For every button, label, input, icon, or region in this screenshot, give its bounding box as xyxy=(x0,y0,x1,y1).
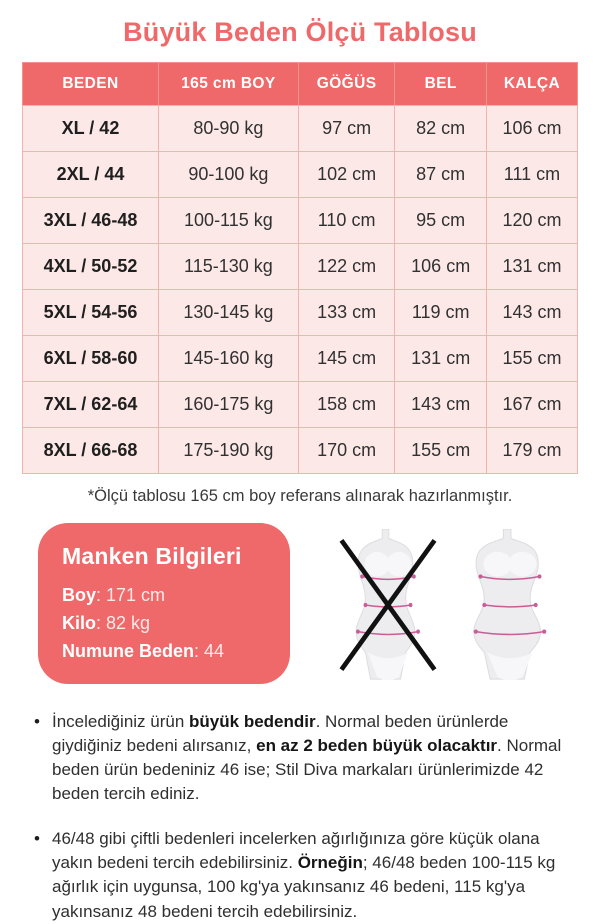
list-item xyxy=(34,827,570,924)
model-weight-value: : 82 kg xyxy=(96,612,151,633)
model-weight-line xyxy=(62,610,270,638)
measure-cell: 170 cm xyxy=(298,428,395,474)
col-header-gogus: GÖĞÜS xyxy=(298,63,395,106)
measure-cell: 133 cm xyxy=(298,290,395,336)
model-height-value: : 171 cm xyxy=(96,585,166,605)
model-sample-size-line xyxy=(62,638,270,666)
measure-cell: 115-130 kg xyxy=(158,244,298,290)
col-header-bel: BEL xyxy=(395,63,487,106)
bullet-text: İncelediğiniz ürün büyük bedendir. Normal beden ürünlerde giydiğiniz bedeni alırsanız, en az 2 beden büyük olacaktır. Normal beden ürün bedeniniz 46 ise; Stil Diva markaları ürünlerimizde 42 beden tercih ediniz. xyxy=(52,711,562,804)
size-cell: 6XL / 58-60 xyxy=(23,336,159,382)
page-title: Büyük Beden Ölçü Tablosu xyxy=(123,17,477,47)
measure-cell: 90-100 kg xyxy=(158,152,298,198)
model-height-label: Boy xyxy=(62,585,97,605)
plus-size-body-icon xyxy=(456,529,564,681)
measure-cell: 155 cm xyxy=(486,336,577,382)
measure-cell: 167 cm xyxy=(486,382,577,428)
size-cell: 2XL / 44 xyxy=(23,152,159,198)
measure-cell: 110 cm xyxy=(298,198,395,244)
size-cell: 8XL / 66-68 xyxy=(23,428,159,474)
model-sample-size-value: : 44 xyxy=(194,640,225,661)
measure-cell: 87 cm xyxy=(395,152,487,198)
table-row xyxy=(23,336,578,382)
bullet-text: 46/48 gibi çiftli bedenleri incelerken ağırlığınıza göre küçük olana yakın bedeni tercih edebilirsiniz. Örneğin; 46/48 beden 100-115 kg ağırlık için uygunsa, 100 kg'ya yakınsanız 46 bedeni, 115 kg'ya yakınsanız 48 bedeni tercih edebilirsiniz. xyxy=(52,829,556,921)
table-row xyxy=(23,198,578,244)
col-header-beden: BEDEN xyxy=(23,63,159,106)
measure-cell: 95 cm xyxy=(395,198,487,244)
measure-cell: 175-190 kg xyxy=(158,428,298,474)
model-info-title: Manken Bilgileri xyxy=(62,543,242,569)
measure-cell: 143 cm xyxy=(486,290,577,336)
table-note: *Ölçü tablosu 165 cm boy referans alınarak hazırlanmıştır. xyxy=(87,487,513,505)
col-header-boy: 165 cm BOY xyxy=(158,63,298,106)
slim-body-crossed-icon xyxy=(334,529,442,681)
bullet-marker: • xyxy=(34,711,40,731)
measure-cell: 80-90 kg xyxy=(158,106,298,152)
size-table-body xyxy=(23,106,578,474)
size-table xyxy=(22,62,578,474)
measure-cell: 97 cm xyxy=(298,106,395,152)
measure-cell: 119 cm xyxy=(395,290,487,336)
size-cell: 7XL / 62-64 xyxy=(23,382,159,428)
measure-cell: 102 cm xyxy=(298,152,395,198)
measure-cell: 155 cm xyxy=(395,428,487,474)
list-item xyxy=(34,710,570,807)
table-row xyxy=(23,428,578,474)
bullet-marker: • xyxy=(34,829,40,849)
measure-cell: 106 cm xyxy=(486,106,577,152)
model-info-section xyxy=(38,523,600,684)
size-table-header xyxy=(23,63,578,106)
size-cell: XL / 42 xyxy=(23,106,159,152)
measure-cell: 122 cm xyxy=(298,244,395,290)
model-height-line xyxy=(62,582,270,610)
measure-cell: 160-175 kg xyxy=(158,382,298,428)
size-cell: 3XL / 46-48 xyxy=(23,198,159,244)
model-info-box xyxy=(38,523,290,684)
size-cell: 5XL / 54-56 xyxy=(23,290,159,336)
measure-cell: 158 cm xyxy=(298,382,395,428)
table-row xyxy=(23,152,578,198)
col-header-kalca: KALÇA xyxy=(486,63,577,106)
measure-cell: 106 cm xyxy=(395,244,487,290)
table-row xyxy=(23,382,578,428)
measure-cell: 145-160 kg xyxy=(158,336,298,382)
table-row xyxy=(23,244,578,290)
table-row xyxy=(23,290,578,336)
measure-cell: 82 cm xyxy=(395,106,487,152)
table-row xyxy=(23,106,578,152)
measure-cell: 111 cm xyxy=(486,152,577,198)
measure-cell: 120 cm xyxy=(486,198,577,244)
notes-list xyxy=(34,710,570,924)
model-weight-label: Kilo xyxy=(62,612,96,633)
measure-cell: 131 cm xyxy=(395,336,487,382)
measure-cell: 143 cm xyxy=(395,382,487,428)
size-cell: 4XL / 50-52 xyxy=(23,244,159,290)
measure-cell: 100-115 kg xyxy=(158,198,298,244)
measure-cell: 145 cm xyxy=(298,336,395,382)
measure-cell: 131 cm xyxy=(486,244,577,290)
model-sample-size-label: Numune Beden xyxy=(62,640,195,661)
measure-cell: 179 cm xyxy=(486,428,577,474)
body-figures xyxy=(334,529,564,681)
measure-cell: 130-145 kg xyxy=(158,290,298,336)
